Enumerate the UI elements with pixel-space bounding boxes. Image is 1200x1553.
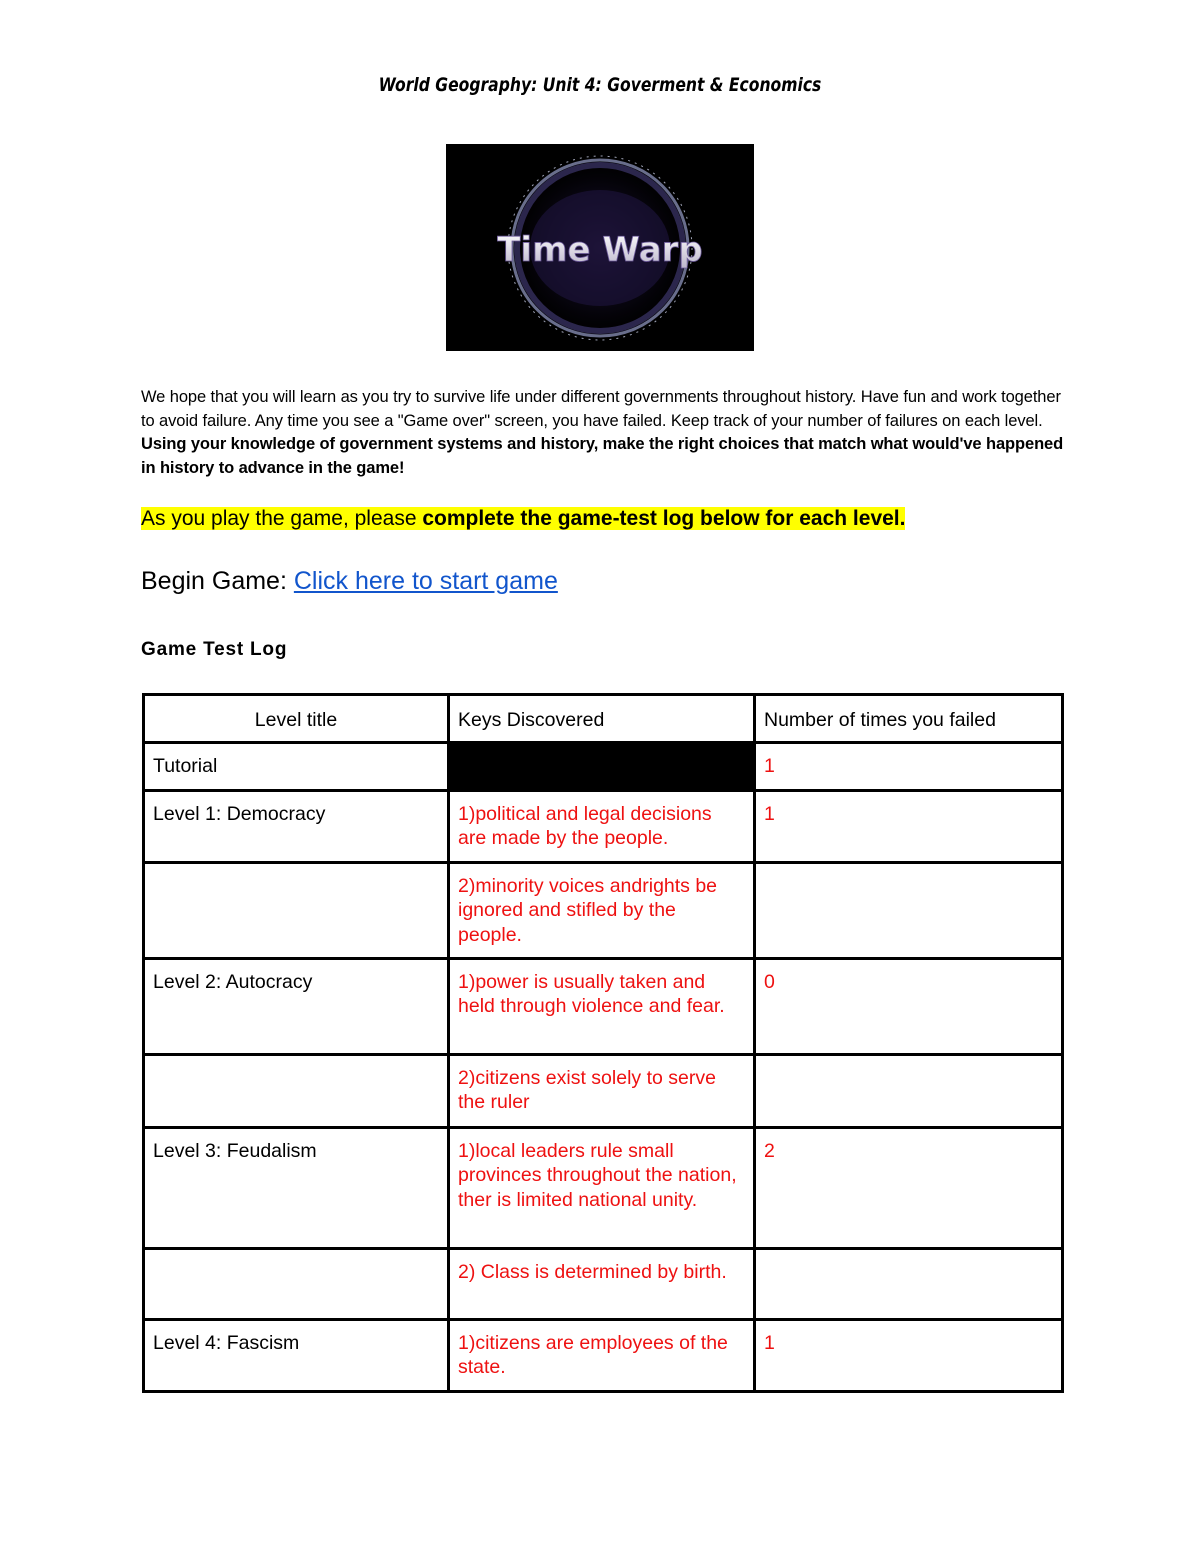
table-row xyxy=(144,1319,1063,1391)
logo-text: Time Warp xyxy=(497,230,703,270)
key-cell[interactable]: 1)power is usually taken and held through violence and fear. xyxy=(449,958,755,1054)
key-cell[interactable] xyxy=(449,742,755,790)
failed-cell[interactable] xyxy=(755,1054,1063,1127)
begin-game-label: Begin Game: xyxy=(141,567,294,595)
intro-text: We hope that you will learn as you try to survive life under different governments throughout history. Have fun and work together to avoid failure. Any time you see a "Game over" screen, you have failed. Keep track of your number of failures on each level. xyxy=(141,388,1061,430)
level-cell[interactable] xyxy=(144,1054,449,1127)
failed-cell[interactable] xyxy=(755,1248,1063,1319)
key-cell[interactable]: 1)political and legal decisions are made by the people. xyxy=(449,790,755,862)
table-row xyxy=(144,1248,1063,1319)
header-times-failed: Number of times you failed xyxy=(755,695,1063,743)
failed-cell[interactable]: 1 xyxy=(755,1319,1063,1391)
level-cell[interactable]: Level 2: Autocracy xyxy=(144,958,449,1054)
time-warp-logo xyxy=(446,144,754,351)
intro-bold-text: Using your knowledge of government systems and history, make the right choices that match what would've happened in history to advance in the game! xyxy=(141,435,1064,477)
failed-cell[interactable]: 2 xyxy=(755,1127,1063,1248)
begin-game-line xyxy=(141,564,558,598)
level-cell[interactable] xyxy=(144,862,449,958)
level-cell[interactable] xyxy=(144,1248,449,1319)
key-cell[interactable]: 1)local leaders rule small provinces throughout the nation, ther is limited national unity. xyxy=(449,1127,755,1248)
game-test-log-table xyxy=(142,693,1064,1393)
level-cell[interactable]: Level 4: Fascism xyxy=(144,1319,449,1391)
instruction-bold-text: complete the game-test log below for each level. xyxy=(422,507,906,530)
failed-cell[interactable] xyxy=(755,862,1063,958)
level-cell[interactable]: Tutorial xyxy=(144,742,449,790)
key-cell[interactable]: 2)minority voices andrights be ignored and stifled by the people. xyxy=(449,862,755,958)
failed-cell[interactable]: 0 xyxy=(755,958,1063,1054)
table-row xyxy=(144,790,1063,862)
header-level-title: Level title xyxy=(144,695,449,743)
table-row xyxy=(144,1127,1063,1248)
game-test-log-heading: Game Test Log xyxy=(141,639,288,660)
key-cell[interactable]: 1)citizens are employees of the state. xyxy=(449,1319,755,1391)
table-row xyxy=(144,742,1063,790)
page-title: World Geography: Unit 4: Goverment & Economics xyxy=(378,74,822,96)
level-cell[interactable]: Level 3: Feudalism xyxy=(144,1127,449,1248)
table-row xyxy=(144,958,1063,1054)
instruction-line xyxy=(141,505,905,533)
key-cell[interactable]: 2)citizens exist solely to serve the ruler xyxy=(449,1054,755,1127)
intro-paragraph xyxy=(141,386,1066,480)
key-cell[interactable]: 2) Class is determined by birth. xyxy=(449,1248,755,1319)
level-cell[interactable]: Level 1: Democracy xyxy=(144,790,449,862)
table-row xyxy=(144,1054,1063,1127)
instruction-text: As you play the game, please xyxy=(141,507,423,530)
failed-cell[interactable]: 1 xyxy=(755,790,1063,862)
table-row xyxy=(144,862,1063,958)
table-header-row xyxy=(144,695,1063,743)
start-game-link[interactable]: Click here to start game xyxy=(293,567,558,595)
failed-cell[interactable]: 1 xyxy=(755,742,1063,790)
header-keys-discovered: Keys Discovered xyxy=(449,695,755,743)
